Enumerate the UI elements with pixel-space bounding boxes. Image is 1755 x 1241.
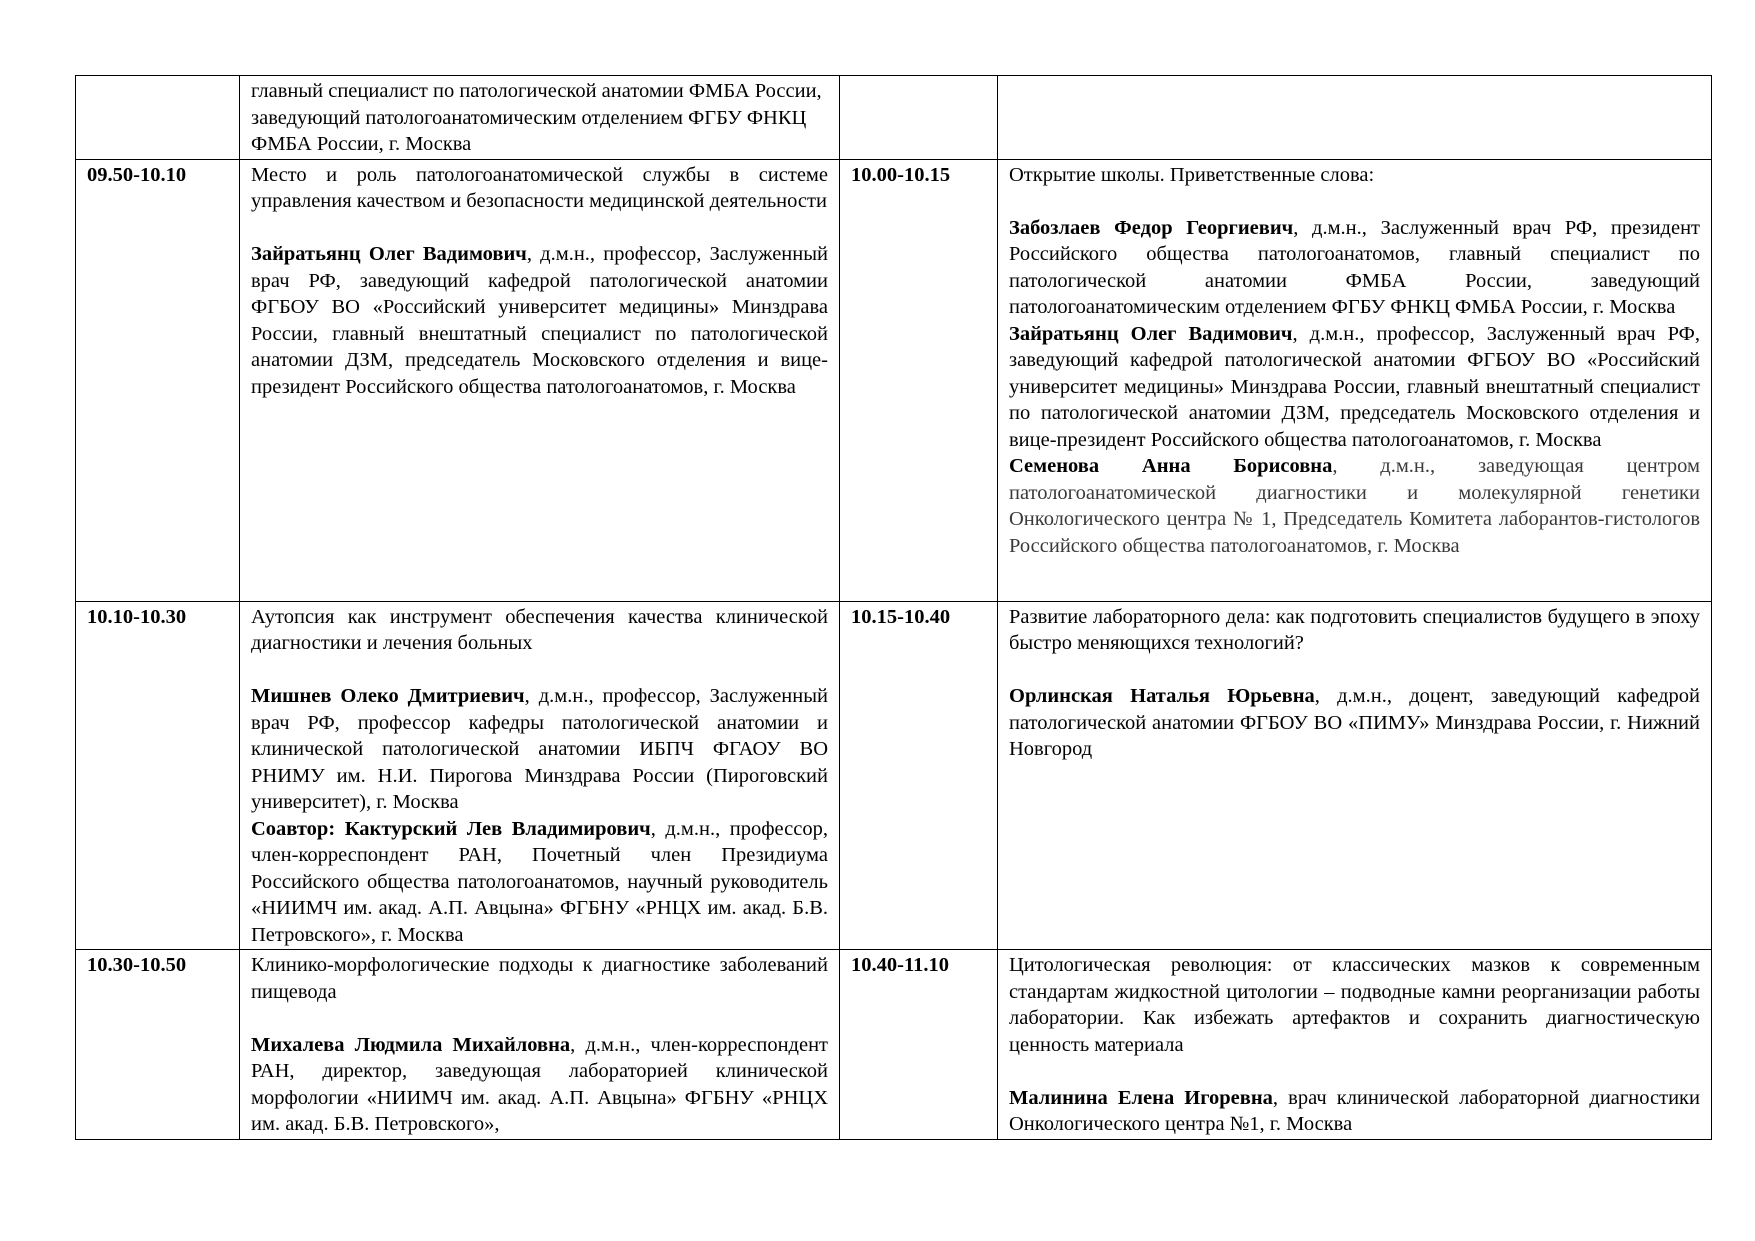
left-content-cell <box>240 76 840 160</box>
left-time: 10.10-10.30 <box>87 605 187 628</box>
right-time-cell <box>840 76 998 160</box>
left-time-cell <box>76 950 240 1140</box>
speaker-name: Мишнев Олеко Дмитриевич <box>251 685 525 707</box>
speaker-name: Михалева Людмила Михайловна <box>251 1033 571 1056</box>
speaker-name: Малинина Елена Игоревна <box>1009 1086 1273 1109</box>
speaker-desc: , д.м.н., доцент, заведующий кафедрой патологической анатомии ФГБОУ ВО «ПИМУ» Минздрава России, г. Нижний Новгород <box>1009 685 1700 760</box>
right-time-cell <box>840 159 998 601</box>
speaker-info <box>1009 453 1700 559</box>
speaker-desc: , д.м.н., член-корреспондент РАН, директор, заведующая лабораторией клинической морфологии «НИИМЧ им. акад. А.П. Авцына» ФГБНУ «РНЦХ им. акад. Б.В. Петровского», <box>251 1033 829 1135</box>
speaker-info <box>1009 215 1700 321</box>
speaker-info <box>251 241 828 400</box>
speaker-name: Орлинская Наталья Юрьевна <box>1009 685 1315 707</box>
talk-title: Аутопсия как инструмент обеспечения качества клинической диагностики и лечения больных <box>251 605 828 654</box>
program-table <box>75 75 1712 1140</box>
right-time: 10.00-10.15 <box>851 163 951 186</box>
talk-title: Открытие школы. Приветственные слова: <box>1009 163 1375 186</box>
speaker-name: Зайратьянц Олег Вадимович <box>1009 322 1293 345</box>
speaker-info <box>251 683 828 816</box>
speaker-info <box>251 816 828 949</box>
right-content-cell <box>998 950 1712 1140</box>
speaker-name: Семенова Анна Борисовна <box>1009 455 1333 477</box>
speaker-desc: , врач клинической лабораторной диагностики Онкологического центра №1, г. Москва <box>1009 1086 1700 1135</box>
speaker-desc: , д.м.н., профессор, член-корреспондент РАН, Почетный член Президиума Российского общества патологоанатомов, научный руководитель «НИИМЧ им. акад. А.П. Авцына» ФГБНУ «РНЦХ им. акад. Б.В. Петровского», г. Москва <box>251 817 828 946</box>
speaker-info <box>1009 321 1700 454</box>
speaker-info: главный специалист по патологической анатомии ФМБА России, заведующий патологоанатомическим отделением ФГБУ ФНКЦ ФМБА России, г. Москва <box>251 80 822 155</box>
left-content-cell <box>240 950 840 1140</box>
talk-title: Развитие лабораторного дела: как подготовить специалистов будущего в эпоху быстро меняющихся технологий? <box>1009 605 1700 654</box>
speaker-desc: , д.м.н., профессор, Заслуженный врач РФ, заведующий кафедрой патологической анатомии ФГБОУ ВО «Российский университет медицины» Минздрава России, главный внештатный специалист по патологической анатомии ДЗМ, председатель Московского отделения и вице-президент Российского общества патологоанатомов, г. Москва <box>1009 322 1700 451</box>
left-time: 09.50-10.10 <box>87 163 187 186</box>
right-time: 10.15-10.40 <box>851 605 951 628</box>
left-time-cell <box>76 76 240 160</box>
right-content-cell <box>998 159 1712 601</box>
left-time-cell <box>76 601 240 950</box>
speaker-name: Зайратьянц Олег Вадимович <box>251 243 527 265</box>
speaker-info <box>251 1032 828 1138</box>
speaker-name: Забозлаев Федор Георгиевич <box>1009 216 1294 239</box>
right-time-cell <box>840 601 998 950</box>
speaker-name: Соавтор: Кактурский Лев Владимирович <box>251 817 651 840</box>
left-time: 10.30-10.50 <box>87 954 187 976</box>
left-time-cell <box>76 159 240 601</box>
right-time-cell <box>840 950 998 1140</box>
right-content-cell <box>998 601 1712 950</box>
table-row <box>76 601 1712 950</box>
speaker-desc: , д.м.н., профессор, Заслуженный врач РФ, заведующий кафедрой патологической анатомии ФГБОУ ВО «Российский университет медицины» Минздрава России, главный внештатный специалист по патологической анатомии ДЗМ, председатель Московского отделения и вице-президент Российского общества патологоанатомов, г. Москва <box>251 243 828 398</box>
speaker-info <box>1009 1085 1700 1138</box>
speaker-desc: , д.м.н., профессор, Заслуженный врач РФ, профессор кафедры патологической анатомии и клинической патологической анатомии ИБПЧ ФГАОУ ВО РНИМУ им. Н.И. Пирогова Минздрава России (Пироговский университет), г. Москва <box>251 685 828 813</box>
speaker-desc: , д.м.н., заведующая центром патологоанатомической диагностики и молекулярной генетики Онкологического центра № 1, Председатель Комитета лаборантов-гистологов Российского общества патологоанатомов, г. Москва <box>1009 455 1700 557</box>
left-content-cell <box>240 159 840 601</box>
table-row <box>76 76 1712 160</box>
table-row <box>76 950 1712 1140</box>
program-page <box>75 75 1711 1140</box>
talk-title: Место и роль патологоанатомической службы в системе управления качеством и безопасности медицинской деятельности <box>251 163 828 212</box>
talk-title: Цитологическая революция: от классических мазков к современным стандартам жидкостной цитологии – подводные камни реорганизации работы лаборатории. Как избежать артефактов и сохранить диагностическую ценность материала <box>1009 954 1700 1056</box>
speaker-info <box>1009 683 1700 763</box>
speaker-desc: , д.м.н., Заслуженный врач РФ, президент Российского общества патологоанатомов, главный специалист по патологической анатомии ФМБА России, заведующий патологоанатомическим отделением ФГБУ ФНКЦ ФМБА России, г. Москва <box>1009 216 1701 318</box>
table-row <box>76 159 1712 601</box>
right-content-cell <box>998 76 1712 160</box>
right-time: 10.40-11.10 <box>851 954 949 976</box>
left-content-cell <box>240 601 840 950</box>
talk-title: Клинико-морфологические подходы к диагностике заболеваний пищевода <box>251 954 828 1003</box>
